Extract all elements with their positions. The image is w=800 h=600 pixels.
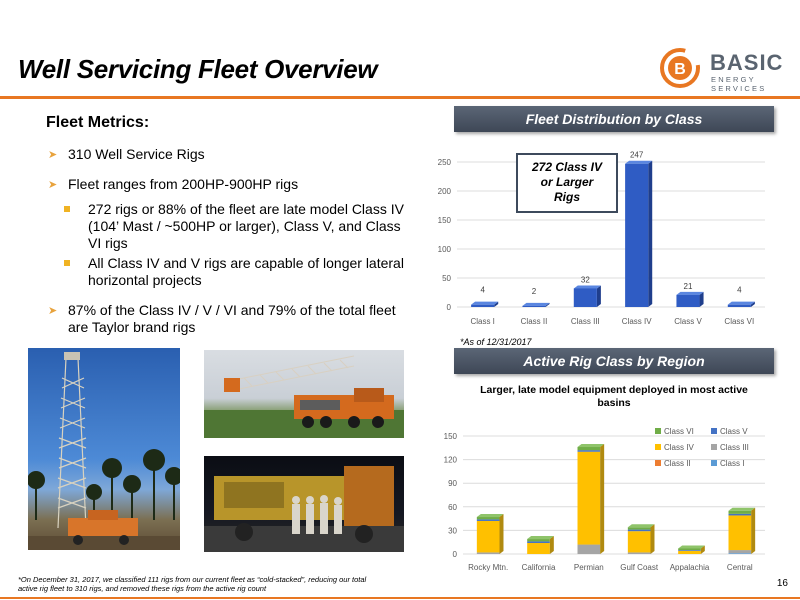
y-tick-label: 120 xyxy=(443,455,457,465)
legend-swatch xyxy=(655,444,661,450)
list-item xyxy=(48,176,408,193)
category-label: Rocky Mtn. xyxy=(468,563,509,572)
legend-swatch xyxy=(711,460,717,466)
legend-label: Class I xyxy=(720,459,745,468)
bullet-text: 310 Well Service Rigs xyxy=(68,146,205,162)
bar-side xyxy=(550,536,554,554)
logo-wordmark: BASIC xyxy=(710,50,784,75)
y-tick-label: 30 xyxy=(448,526,457,536)
bar-segment xyxy=(729,553,752,554)
y-tick-label: 150 xyxy=(437,216,451,225)
bar-segment xyxy=(527,539,550,541)
fleet-distribution-header: Fleet Distribution by Class xyxy=(454,106,774,132)
category-label: Gulf Coast xyxy=(620,563,659,572)
logo-letter: B xyxy=(674,61,686,78)
category-label: Class VI xyxy=(724,317,755,326)
bar-top xyxy=(628,524,655,527)
legend-label: Class V xyxy=(720,427,748,436)
crew-night-photo xyxy=(204,456,404,552)
bar xyxy=(574,288,597,307)
category-label: Central xyxy=(726,563,753,572)
bar-segment xyxy=(527,541,550,543)
data-label: 2 xyxy=(531,286,537,296)
annotation-line: or Larger xyxy=(540,175,594,189)
data-label: 4 xyxy=(480,285,485,295)
fleet-metrics-list xyxy=(48,146,408,349)
bar xyxy=(625,164,648,307)
bar-segment xyxy=(628,530,651,532)
square-bullet-icon xyxy=(64,260,70,266)
bar-top xyxy=(522,303,549,306)
bar-segment xyxy=(578,545,601,554)
legend-label: Class II xyxy=(664,459,691,468)
bar-segment xyxy=(678,551,701,554)
bar-side xyxy=(600,444,604,554)
fleet-metrics-heading: Fleet Metrics: xyxy=(46,114,150,131)
category-label: Permian xyxy=(573,563,604,572)
legend-swatch xyxy=(711,428,717,434)
rig-truck-photo xyxy=(204,350,404,438)
bar-top xyxy=(729,508,756,511)
header-divider xyxy=(0,96,800,99)
y-tick-label: 50 xyxy=(442,274,451,283)
bar-side xyxy=(499,514,503,554)
sub-bullet-text: 272 rigs or 88% of the fleet are late model Class IV (104’ Mast / ~500HP or larger), Class V, and Class VI rigs xyxy=(88,201,404,251)
legend-label: Class III xyxy=(720,443,749,452)
arrow-bullet-icon: ➤ xyxy=(48,179,58,191)
logo-tagline: ENERGY SERVICES xyxy=(711,75,767,93)
y-tick-label: 90 xyxy=(448,479,457,489)
bar-top xyxy=(625,161,652,164)
y-tick-label: 100 xyxy=(437,245,451,254)
category-label: Class I xyxy=(470,317,495,326)
bar-segment xyxy=(729,550,752,553)
y-tick-label: 200 xyxy=(437,187,451,196)
bar-segment xyxy=(578,452,601,545)
bar-top xyxy=(477,514,504,517)
bar-segment xyxy=(578,450,601,452)
bar xyxy=(728,305,751,307)
bar-segment xyxy=(628,527,651,529)
category-label: Appalachia xyxy=(669,563,710,572)
region-chart-subtitle: Larger, late model equipment deployed in most active basins xyxy=(480,384,748,409)
bar-segment xyxy=(729,514,752,516)
bar-segment xyxy=(578,447,601,450)
bar-segment xyxy=(477,552,500,554)
y-tick-label: 150 xyxy=(443,432,457,441)
bar-top xyxy=(676,292,703,295)
bar-segment xyxy=(477,517,500,519)
bar-top xyxy=(527,536,554,539)
bullet-text: 87% of the Class IV / V / VI and 79% of the total fleet are Taylor brand rigs xyxy=(68,302,396,335)
list-item xyxy=(48,146,408,163)
data-label: 247 xyxy=(629,150,644,160)
category-label: Class IV xyxy=(621,317,652,326)
bar-side xyxy=(648,161,652,307)
category-label: Class III xyxy=(570,317,600,326)
annotation-line: Rigs xyxy=(553,190,581,204)
bar-segment xyxy=(477,521,500,552)
category-label: Class II xyxy=(520,317,548,326)
bar-top xyxy=(678,545,705,548)
bar-segment xyxy=(678,550,701,551)
logo-mark-icon xyxy=(660,48,706,88)
bar-segment xyxy=(729,511,752,514)
category-label: California xyxy=(521,563,556,572)
as-of-note: *As of 12/31/2017 xyxy=(460,337,532,347)
bar-top xyxy=(574,285,601,288)
legend-swatch xyxy=(655,460,661,466)
bar xyxy=(471,305,494,307)
legend-label: Class VI xyxy=(664,427,694,436)
data-label: 4 xyxy=(737,285,742,295)
annotation-line: 272 Class IV xyxy=(531,160,603,174)
bullet-text: Fleet ranges from 200HP-900HP rigs xyxy=(68,176,299,192)
bar xyxy=(676,295,699,307)
bar-side xyxy=(650,524,654,554)
bar-segment xyxy=(628,552,651,554)
footer-divider xyxy=(0,597,800,599)
company-logo xyxy=(660,48,790,93)
bar-side xyxy=(597,285,601,307)
bar-top xyxy=(728,302,755,305)
data-label: 32 xyxy=(580,275,590,285)
bar-top xyxy=(578,444,605,447)
sub-bullet-text: All Class IV and V rigs are capable of longer lateral horizontal projects xyxy=(88,255,404,288)
sub-list-item xyxy=(48,255,408,289)
rig-mast-photo xyxy=(28,348,180,550)
y-tick-label: 60 xyxy=(448,502,457,512)
bar xyxy=(522,306,545,307)
bar-segment xyxy=(729,515,752,550)
bar-top xyxy=(471,302,498,305)
y-tick-label: 0 xyxy=(452,550,457,559)
category-label: Class V xyxy=(674,317,702,326)
footnote: *On December 31, 2017, we classified 111 rigs from our current fleet as “cold-stacked”, reducing our total active rig fleet to 310 rigs, and removed these rigs from the active rig count xyxy=(18,575,367,593)
data-label: 21 xyxy=(683,281,693,291)
arrow-bullet-icon: ➤ xyxy=(48,149,58,161)
bar-segment xyxy=(477,519,500,521)
fleet-distribution-chart xyxy=(425,140,775,330)
page-number: 16 xyxy=(776,578,788,589)
chart-annotation xyxy=(517,154,617,212)
legend-swatch xyxy=(655,428,661,434)
list-item xyxy=(48,302,408,336)
bar-segment xyxy=(678,548,701,550)
y-tick-label: 0 xyxy=(446,303,451,312)
legend-label: Class IV xyxy=(664,443,694,452)
y-tick-label: 250 xyxy=(437,158,451,167)
rig-class-by-region-chart xyxy=(425,420,775,580)
arrow-bullet-icon: ➤ xyxy=(48,305,58,317)
legend-swatch xyxy=(711,444,717,450)
page-title: Well Servicing Fleet Overview xyxy=(18,54,378,84)
bar-side xyxy=(751,508,755,554)
bar-segment xyxy=(628,531,651,552)
square-bullet-icon xyxy=(64,206,70,212)
sub-list-item xyxy=(48,201,408,252)
active-rig-header: Active Rig Class by Region xyxy=(454,348,774,374)
bar-segment xyxy=(527,543,550,554)
